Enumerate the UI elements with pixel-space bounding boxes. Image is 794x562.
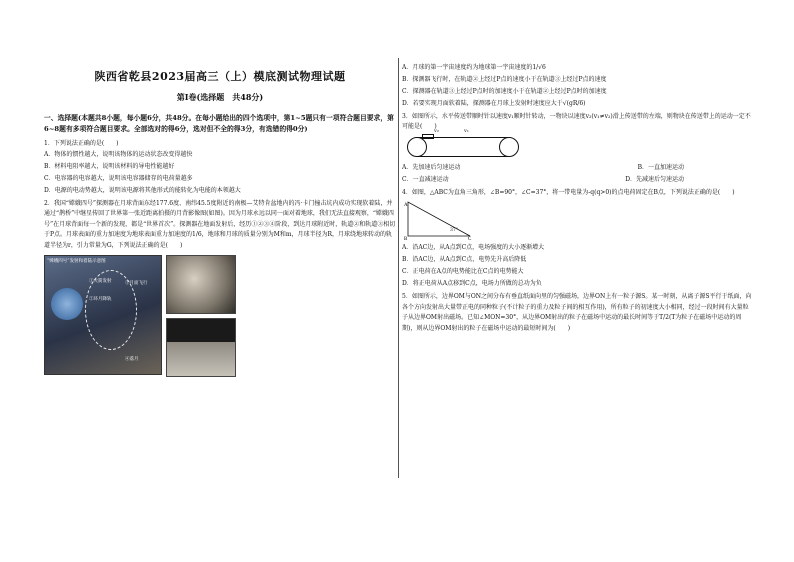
pulley-right: [499, 137, 519, 157]
svg-text:B: B: [404, 237, 408, 240]
fig-label-3: ③月面飞行: [125, 281, 148, 286]
q1-option-d: D．电源的电动势越大，说明该电源将其他形式的能转化为电能的本领越大: [44, 186, 241, 194]
q2-option-c: C．探测器在轨道③上经过P点时的加速度小于在轨道②上经过P点时的加速度: [402, 88, 607, 95]
q2-option-a: A．月球的第一宇宙速度约为地球第一宇宙速度的1/√6: [402, 64, 546, 71]
lander-photos: [166, 255, 236, 377]
right-column: [402, 62, 754, 334]
fig-label-4: ④落月: [125, 357, 139, 362]
angle-label: 37°: [450, 228, 458, 233]
q3-option-c: C．一直减速运动: [402, 176, 449, 183]
conveyor-belt-diagram: [406, 128, 518, 160]
q3-options-row2: [402, 174, 754, 186]
q3-stem: 3．如图所示，水平传送带顺时针以速度v₁顺时针转动，一物块以速度v₂(v₁≠v₂)滑上传送带的左端，则物块在传送带上的运动一定不可能是( ): [402, 113, 751, 130]
q4-option-a: A．沿AC边，从A点到C点，电场强度的大小逐渐增大: [402, 244, 545, 251]
q3-option-d: D．先减速后匀速运动: [625, 176, 684, 183]
q1-option-b: B．材料电阻率越大，说明该材料的导电性能越好: [44, 162, 175, 170]
v1-label: v₁: [464, 128, 469, 134]
rover-photo: [166, 318, 236, 377]
block-object: [422, 134, 434, 139]
q2-option-b: B．探测器飞行时，在轨道②上经过P点的速度小于在轨道③上经过P点的速度: [402, 76, 607, 83]
launch-diagram-image: [44, 255, 162, 375]
q4-option-c: C．正电荷在A点的电势能比在C点的电势能大: [402, 268, 524, 275]
column-divider: [398, 58, 399, 478]
q4-option-d: D．将正电荷从A点移到C点，电场力所做的总功为负: [402, 280, 542, 287]
v2-label: v₂: [434, 128, 439, 134]
section-title: 第Ⅰ卷(选择题 共48分): [176, 92, 264, 102]
figure-caption: “嫦娥四号”发射和着陆示意图: [47, 259, 106, 264]
earth-image: [51, 288, 83, 320]
pulley-left: [407, 137, 427, 157]
q2-figures: [44, 255, 396, 377]
q4-option-b: B．沿AC边，从A点到C点，电势先升高后降低: [402, 256, 527, 263]
fig-label-2: ②环月降轨: [89, 297, 112, 302]
q3-option-a: A．先加速后匀速运动: [402, 164, 461, 171]
exam-title: 陕西省乾县2023届高三（上）模底测试物理试题: [94, 70, 346, 83]
q3-options-row1: [402, 162, 754, 174]
svg-text:A: A: [404, 203, 408, 208]
triangle-svg: [404, 200, 474, 240]
q5-stem: 5．如图所示，边界OM与ON之间分布有垂直纸面向里的匀强磁场，边界ON上有一粒子源S。某一时刻，从离子源S平行于纸面，向各个方向发射出大量带正电的同种粒子(不计粒子的重力及粒子间的相互作用)，所有粒子的初速度大小相同，经过一段时间有大量粒子从边界OM射出磁场。已知∠MON=30°，从边界OM射出的粒子在磁场中运动的最长时间等于T/2(T为粒子在磁场中运动的周期)，则从边界OM射出的粒子在磁场中运动的最短时间为( ): [402, 293, 752, 332]
q2-option-d: D．若要实现月面软着陆，探测器在月球上发射时速度应大于√(gR/6): [402, 100, 586, 107]
q1-option-a: A．物体的惯性越大，说明该物体的运动状态改变得越快: [44, 150, 193, 158]
fig-label-1: ①火箭发射: [89, 279, 112, 284]
lander-photo: [166, 255, 236, 314]
q2-stem: 2．我国“嫦娥四号”探测器在月球背面东经177.6度、南纬45.5度附近的南极—艾特肯盆地内的冯·卡门撞击坑内成功实现软着陆，并通过“鹊桥”中继星传回了世界第一张近距离拍摄的月背影像图(如图)。因为月球永远以同一面对着地球，我们无法直接观察，“嫦娥四号”在月球背面每一个新的发现，都是“世界首次”。探测器在地面发射后，经历①②③④阶段，到达月球附近时，轨道②和轨道③相切于P点。月球表面的重力加速度为地球表面重力加速度的1/6，地球和月球的质量分别为M和m，月球半径为R，月球绕地球转动的轨道半径为r，引力常量为G，下列说法正确的是( ): [44, 199, 396, 249]
triangle-diagram: [404, 200, 474, 240]
left-column: [44, 62, 396, 377]
q1-stem: 1．下列说法正确的是( ): [44, 140, 119, 147]
instructions: 一、选择题(本题共8小题，每小题6分，共48分。在每小题给出的四个选项中，第1~5题只有一项符合题目要求，第6~8题有多项符合题目要求。全部选对的得6分，选对但不全的得3分，有选错的得0分): [44, 114, 394, 133]
q4-stem: 4．如图，△ABC为直角三角形，∠B=90°，∠C=37°，将一带电量为-q(q>0)的点电荷固定在B点，下列说法正确的是( ): [402, 189, 735, 196]
belt-bottom: [416, 156, 508, 157]
svg-text:C: C: [468, 237, 472, 240]
q1-option-c: C．电容器的电容越大，说明该电容器储存的电荷量越多: [44, 174, 193, 182]
q3-option-b: B．一直加速运动: [637, 164, 684, 171]
